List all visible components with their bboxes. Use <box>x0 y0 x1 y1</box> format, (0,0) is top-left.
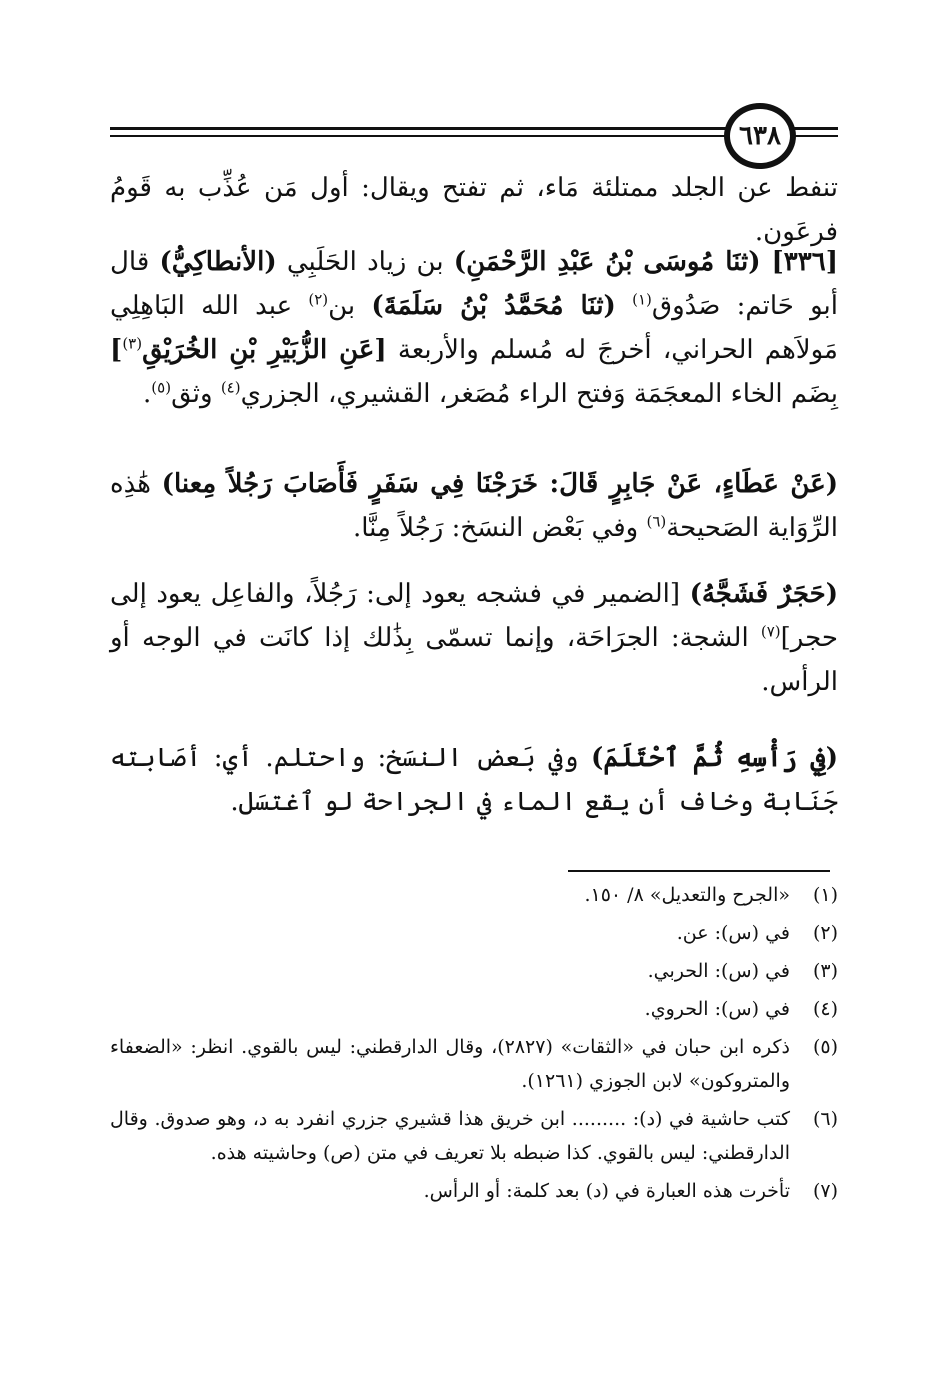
footnote-ref[interactable]: (٤) <box>220 378 241 397</box>
footnote-number: (٣) <box>812 960 838 982</box>
narrator-name: (ثنَا مُحَمَّدُ بْنُ سَلَمَةَ) <box>371 291 616 321</box>
text: وثق <box>171 379 221 409</box>
footnote-text: تأخرت هذه العبارة في (د) بعد كلمة: أو الرأس. <box>423 1180 790 1202</box>
text: الشجة: الجرَاحَة، وإنما تسمّى بِذَٰلك إذا كانَت في الوجه أو الرأس. <box>110 623 838 697</box>
hadith-number-chain: [٣٣٦] (ثنَا مُوسَى بْنُ عَبْدِ الرَّحْمَنِ) <box>453 247 838 277</box>
footnote-text: في (س): عن. <box>676 922 790 944</box>
page-number: ٦٣٨ <box>724 103 796 169</box>
footnote-item <box>110 878 838 912</box>
footnote-text: في (س): الحربي. <box>647 960 790 982</box>
footnote-text: كتب حاشية في (د): ......... ابن خريق هذا قشيري جزري انفرد به د، وهو صدوق. وقال الدارقطني: ليس بالقوي. كذا ضبطه بلا تعريف في متن (ص) وحاشيته هذه. <box>110 1108 790 1164</box>
text: وفي بَعض النسَخ: واحتلم. أي: أصَابته جَنَابة وخاف أن يقع الماء في الجراحة لو ٱغتسَل. <box>110 743 838 817</box>
text: هَٰذِه الرِّوَاية الصَحيحة <box>110 469 838 543</box>
paragraph-text: تنفط عن الجلد ممتلئة مَاء، ثم تفتح ويقال: أول مَن عُذِّب به قَومُ فرعَون. <box>110 173 838 247</box>
footnote-text: «الجرح والتعديل» ٨/ ١٥٠. <box>584 884 790 906</box>
footnote-item <box>110 992 838 1026</box>
footnote-ref[interactable]: (٦) <box>646 512 667 531</box>
text: بن زياد الحَلَبِي <box>276 247 454 277</box>
footnote-item <box>110 954 838 988</box>
paragraph-matn <box>110 462 838 550</box>
footnote-number: (٢) <box>812 922 838 944</box>
text: بن <box>328 291 372 321</box>
footnote-ref[interactable]: (٥) <box>151 378 172 397</box>
footnote-item <box>110 1174 838 1208</box>
matn-text: (فِي رَأْسِهِ ثُمَّ ٱحْتَلَمَ) <box>591 743 838 773</box>
footnote-number: (٤) <box>812 998 838 1020</box>
footnote-number: (١) <box>812 884 838 906</box>
footnote-number: (٧) <box>812 1180 838 1202</box>
narrator-name: [عَنِ الزُّبَيْرِ بْنِ الخُرَيْقِ <box>142 335 387 365</box>
paragraph-explanation-2 <box>110 736 838 824</box>
footnote-number: (٦) <box>812 1108 838 1130</box>
footnote-separator <box>568 870 830 872</box>
text: عبد الله البَاهِلِي مَولاَهم الحراني، أخرجَ له مُسلم والأربعة <box>110 291 838 365</box>
footnote-text: ذكره ابن حبان في «الثقات» (٢٨٢٧)، وقال الدارقطني: ليس بالقوي. انظر: «الضعفاء والمتروكون» لابن الجوزي (١٢٦١). <box>110 1036 791 1092</box>
footnote-item <box>110 1030 838 1098</box>
footnote-ref[interactable]: (٧) <box>760 622 781 641</box>
nisba: (الأنطاكِيُّ) <box>159 247 277 277</box>
footnote-text: في (س): الحروي. <box>644 998 790 1020</box>
footnote-ref[interactable]: (٣) <box>122 334 143 353</box>
matn-text: (حَجَرٌ فَشَجَّهُ) <box>689 579 839 609</box>
bracket: ] <box>110 335 123 365</box>
text: . <box>143 379 152 409</box>
matn-text: (عَنْ عَطَاءٍ، عَنْ جَابِرٍ قَالَ: خَرَجْنَا فِي سَفَرٍ فَأَصَابَ رَجُلاً مِعنا) <box>161 469 839 499</box>
footnotes <box>110 878 838 1212</box>
text: بِضَم الخاء المعجَمَة وَفتح الراء مُصَغر، القشيري، الجزري <box>240 379 838 409</box>
footnote-ref[interactable]: (٢) <box>308 290 329 309</box>
footnote-item <box>110 1102 838 1170</box>
text <box>616 291 632 321</box>
paragraph-hadith-336 <box>110 240 838 416</box>
footnote-ref[interactable]: (١) <box>632 290 652 309</box>
text: وفي بَعْض النسَخ: رَجُلاً مِنَّا. <box>353 513 647 543</box>
paragraph-explanation-1 <box>110 572 838 704</box>
text: [الضمير في فشجه يعود إلى: رَجُلاً، والفاعِل يعود إلى حجر] <box>110 579 838 653</box>
footnote-item <box>110 916 838 950</box>
footnote-number: (٥) <box>812 1036 838 1058</box>
text: قال أبو حَاتم: صَدُوق <box>110 247 839 321</box>
